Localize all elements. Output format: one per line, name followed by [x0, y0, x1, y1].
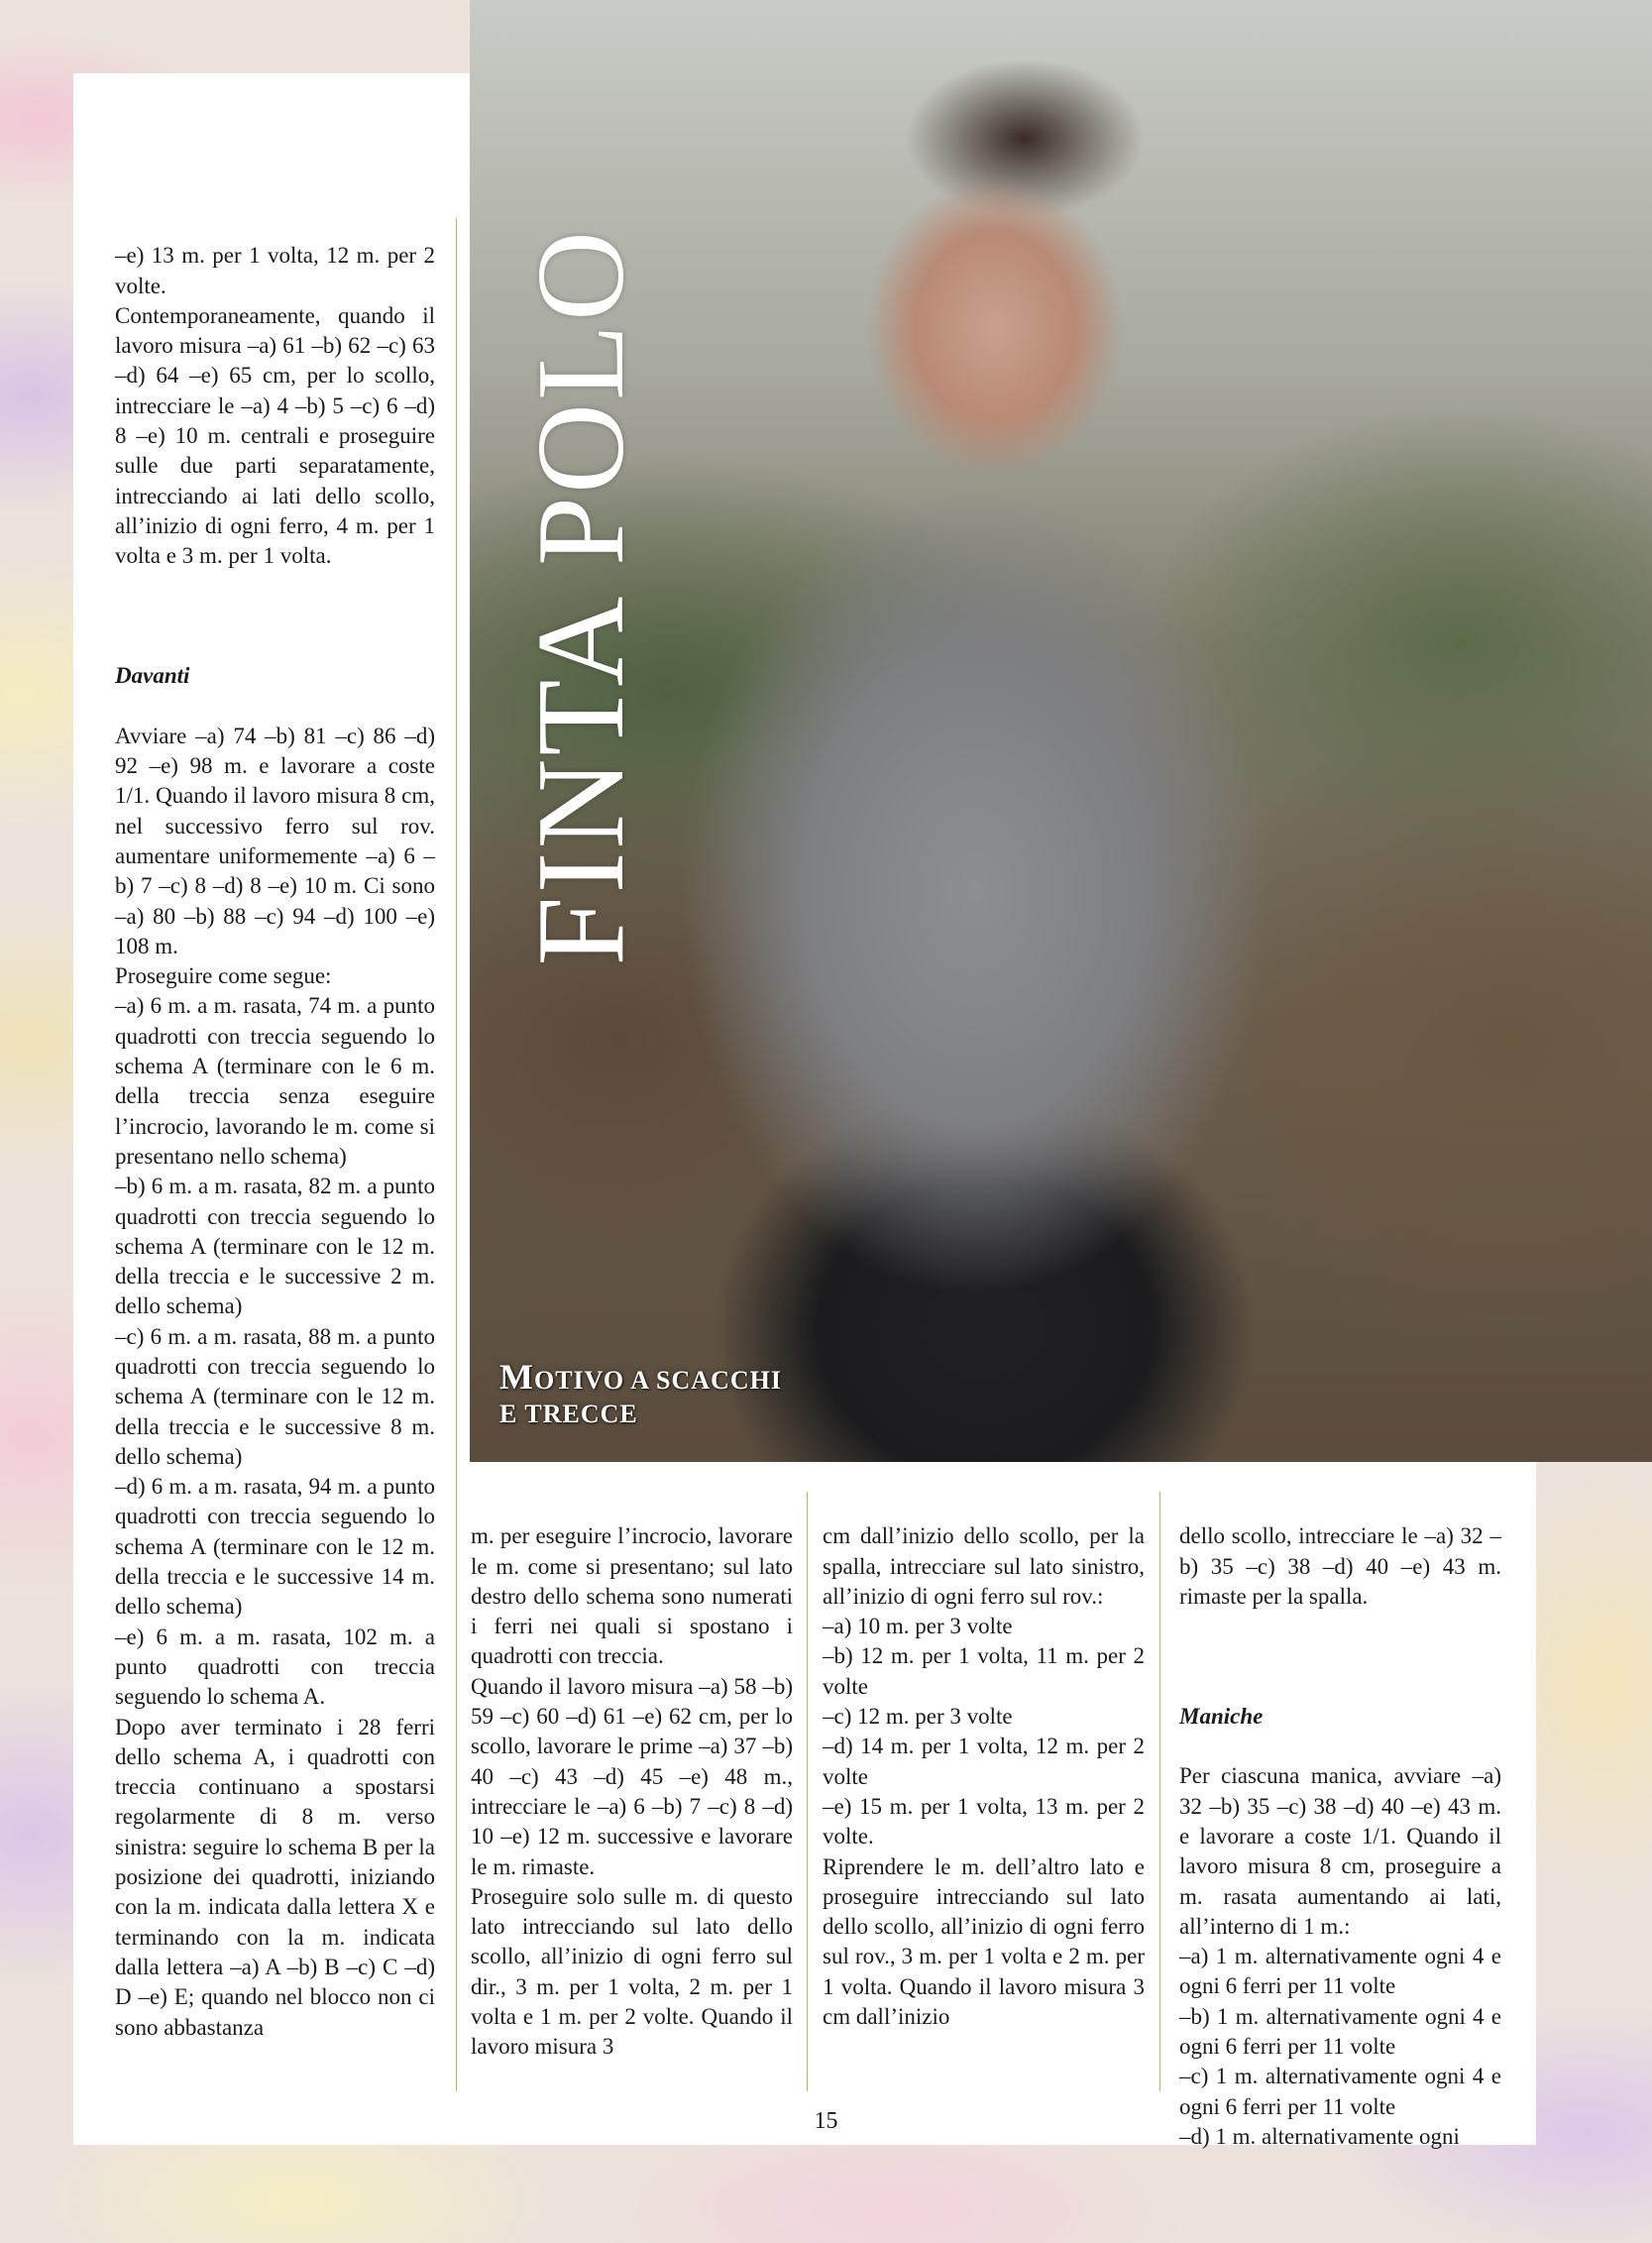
- section-heading-maniche: Maniche: [1179, 1703, 1264, 1729]
- text-column-1: [115, 211, 435, 2073]
- page-number: 15: [814, 2108, 838, 2134]
- caption-line2: E TRECCE: [499, 1400, 638, 1429]
- text-column-4: [1179, 1492, 1501, 2183]
- paragraph-shoulder: cm dall’inizio dello scollo, per la spalla, intrecciare sul lato sinistro, all’inizio di ogni ferro sul rov.: –a) 10 m. per 3 volte –b) 12 m. per 1 volta, 11 m. per 2 volte –c) 12 m. per 3 volte –d) 14 m. per 1 volta, 12 m. per 2 volte –e) 15 m. per 1 volta, 13 m. per 2 volte. Riprendere le m. dell’altro lato e proseguire intrecciando sul lato dello scollo, all’inizio di ogni ferro sul rov., 3 m. per 1 volta e 2 m. per 1 volta. Quando il lavoro misura 3 cm dall’inizio: [823, 1523, 1145, 2030]
- paragraph-back-neckline: –e) 13 m. per 1 volta, 12 m. per 2 volte. Contemporaneamente, quando il lavoro misura –a) 61 –b) 62 –c) 63 –d) 64 –e) 65 cm, per lo scollo, intrecciare le –a) 4 –b) 5 –c) 6 –d) 8 –e) 10 m. centrali e proseguire sulle due parti separatamente, intrecciando ai lati dello scollo, all’inizio di ogni ferro, 4 m. per 1 volta e 3 m. per 1 volta.: [115, 243, 435, 569]
- caption-initial: M: [499, 1357, 534, 1397]
- paragraph-davanti-continued: m. per eseguire l’incrocio, lavorare le m. come si presentano; sul lato destro dello schema sono numerati i ferri nei quali si spostano i quadrotti con treccia. Quando il lavoro misura –a) 58 –b) 59 –c) 60 –d) 61 –e) 62 cm, per lo scollo, lavorare le prime –a) 37 –b) 40 –c) 43 –d) 45 –e) 48 m., intrecciare le –a) 6 –b) 7 –c) 8 –d) 10 –e) 12 m. successive e lavorare le m. rimaste. Proseguire solo sulle m. di questo lato intrecciando sul lato dello scollo, all’inizio di ogni ferro sul dir., 3 m. per 1 volta, 2 m. per 1 volta e 1 m. per 2 volte. Quando il lavoro misura 3: [471, 1523, 793, 2060]
- paragraph-maniche: Per ciascuna manica, avviare –a) 32 –b) 35 –c) 38 –d) 40 –e) 43 m. e lavorare a coste 1/1. Quando il lavoro misura 8 cm, proseguire a m. rasata aumentando ai lati, all’interno di 1 m.: –a) 1 m. alternativamente ogni 4 e ogni 6 ferri per 11 volte –b) 1 m. alternativamente ogni 4 e ogni 6 ferri per 11 volte –c) 1 m. alternativamente ogni 4 e ogni 6 ferri per 11 volte –d) 1 m. alternativamente ogni: [1179, 1763, 1501, 2149]
- caption-line1: OTIVO A SCACCHI: [533, 1366, 782, 1395]
- column-divider: [456, 218, 457, 2091]
- article-title: FINTA POLO: [512, 228, 650, 966]
- column-divider: [1159, 1492, 1160, 2091]
- photo-caption: [499, 1356, 782, 1429]
- column-divider: [807, 1492, 808, 2091]
- model-photo: [470, 0, 1652, 1462]
- text-column-3: [823, 1492, 1145, 2063]
- section-heading-davanti: Davanti: [115, 663, 190, 689]
- text-column-2: [471, 1492, 793, 2092]
- paragraph-shoulder-end: dello scollo, intrecciare le –a) 32 –b) 35 –c) 38 –d) 40 –e) 43 m. rimaste per la spalla.: [1179, 1523, 1501, 1609]
- paragraph-davanti: Avviare –a) 74 –b) 81 –c) 86 –d) 92 –e) 98 m. e lavorare a coste 1/1. Quando il lavoro misura 8 cm, nel successivo ferro sul rov. aumentare uniformemente –a) 6 –b) 7 –c) 8 –d) 8 –e) 10 m. Ci sono –a) 80 –b) 88 –c) 94 –d) 100 –e) 108 m. Proseguire come segue: –a) 6 m. a m. rasata, 74 m. a punto quadrotti con treccia seguendo lo schema A (terminare con le 6 m. della treccia senza eseguire l’incrocio, lavorando le m. come si presentano nello schema) –b) 6 m. a m. rasata, 82 m. a punto quadrotti con treccia seguendo lo schema A (terminare con le 12 m. della treccia e le successive 2 m. dello schema) –c) 6 m. a m. rasata, 88 m. a punto quadrotti con treccia seguendo lo schema A (terminare con le 12 m. della treccia e le successive 8 m. dello schema) –d) 6 m. a m. rasata, 94 m. a punto quadrotti con treccia seguendo lo schema A (terminare con le 12 m. della treccia e le successive 14 m. dello schema) –e) 6 m. a m. rasata, 102 m. a punto quadrotti con treccia seguendo lo schema A. Dopo aver terminato i 28 ferri dello schema A, i quadrotti con treccia continuano a spostarsi regolarmente di 8 m. verso sinistra: seguire lo schema B per la posizione dei quadrotti, iniziando con la m. indicata dalla lettera X e terminando con la m. indicata dalla lettera –a) A –b) B –c) C –d) D –e) E; quando nel blocco non ci sono abbastanza: [115, 723, 435, 2040]
